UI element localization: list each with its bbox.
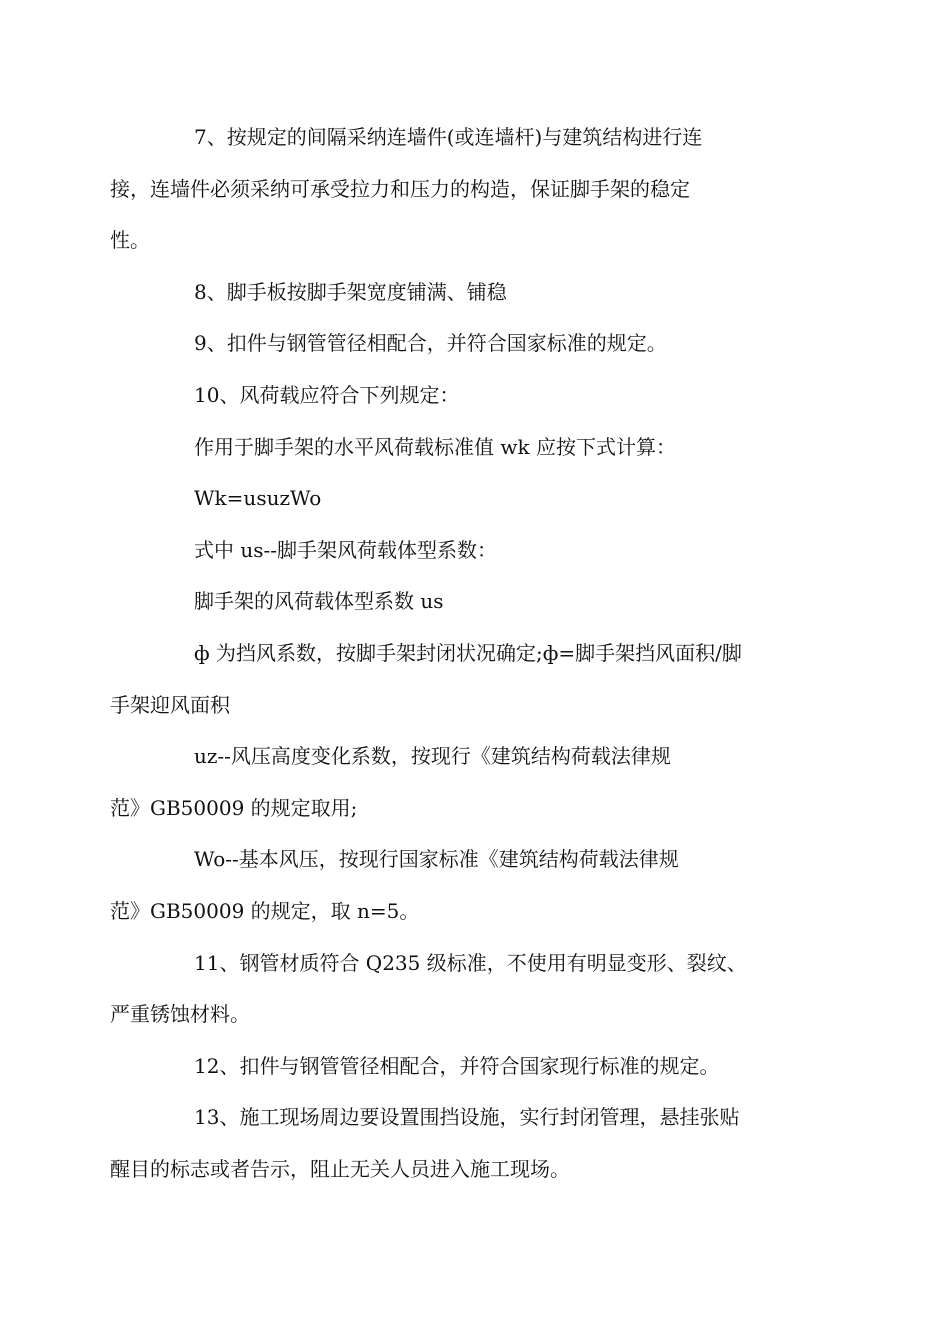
paragraph-phi-definition [110,628,812,731]
paragraph-12 [152,1041,812,1093]
paragraph-line: 性。 [110,228,150,253]
paragraph-line: 13、施工现场周边要设置围挡设施，实行封闭管理，悬挂张贴 [194,1105,740,1130]
paragraph-8 [152,267,812,319]
paragraph-line: 醒目的标志或者告示，阻止无关人员进入施工现场。 [110,1156,570,1181]
paragraph-line: 10、风荷载应符合下列规定： [194,382,460,407]
paragraph-7 [110,112,812,267]
paragraph-line: 11、钢管材质符合 Q235 级标准，不使用有明显变形、裂纹、 [194,950,747,975]
paragraph-uz-definition [110,731,812,834]
paragraph-formula [152,473,812,525]
paragraph-line: ф 为挡风系数，按脚手架封闭状况确定;ф=脚手架挡风面积/脚 [194,640,742,665]
document-body [110,112,812,1195]
paragraph-line: 严重锈蚀材料。 [110,1002,250,1027]
paragraph-line: 作用于脚手架的水平风荷载标准值 wk 应按下式计算： [194,434,676,459]
paragraph-10 [152,370,812,422]
paragraph-wo-definition [110,834,812,937]
paragraph-line: 7、按规定的间隔采纳连墙件(或连墙杆)与建筑结构进行连 [194,125,703,149]
paragraph-line: 12、扣件与钢管管径相配合，并符合国家现行标准的规定。 [194,1053,720,1078]
paragraph-line: 手架迎风面积 [110,692,230,717]
paragraph-13 [110,1092,812,1195]
paragraph-line: 范》GB50009 的规定取用; [110,795,358,820]
paragraph-line: Wk=usuzWo [194,486,322,511]
paragraph-line: uz--风压高度变化系数，按现行《建筑结构荷载法律规 [194,744,671,769]
paragraph-wind-load-formula-intro [152,422,812,474]
paragraph-line: 脚手架的风荷载体型系数 us [194,589,444,614]
paragraph-line: 9、扣件与钢管管径相配合，并符合国家标准的规定。 [194,331,667,356]
paragraph-line: 式中 us--脚手架风荷载体型系数： [194,537,498,562]
paragraph-line: 范》GB50009 的规定，取 n=5。 [110,898,420,923]
paragraph-us-definition [152,525,812,577]
paragraph-us-coefficient [152,576,812,628]
paragraph-9 [152,318,812,370]
paragraph-line: 接，连墙件必须采纳可承受拉力和压力的构造，保证脚手架的稳定 [110,176,690,201]
paragraph-11 [110,938,812,1041]
paragraph-line: 8、脚手板按脚手架宽度铺满、铺稳 [194,279,507,304]
paragraph-line: Wo--基本风压，按现行国家标准《建筑结构荷载法律规 [194,847,679,872]
